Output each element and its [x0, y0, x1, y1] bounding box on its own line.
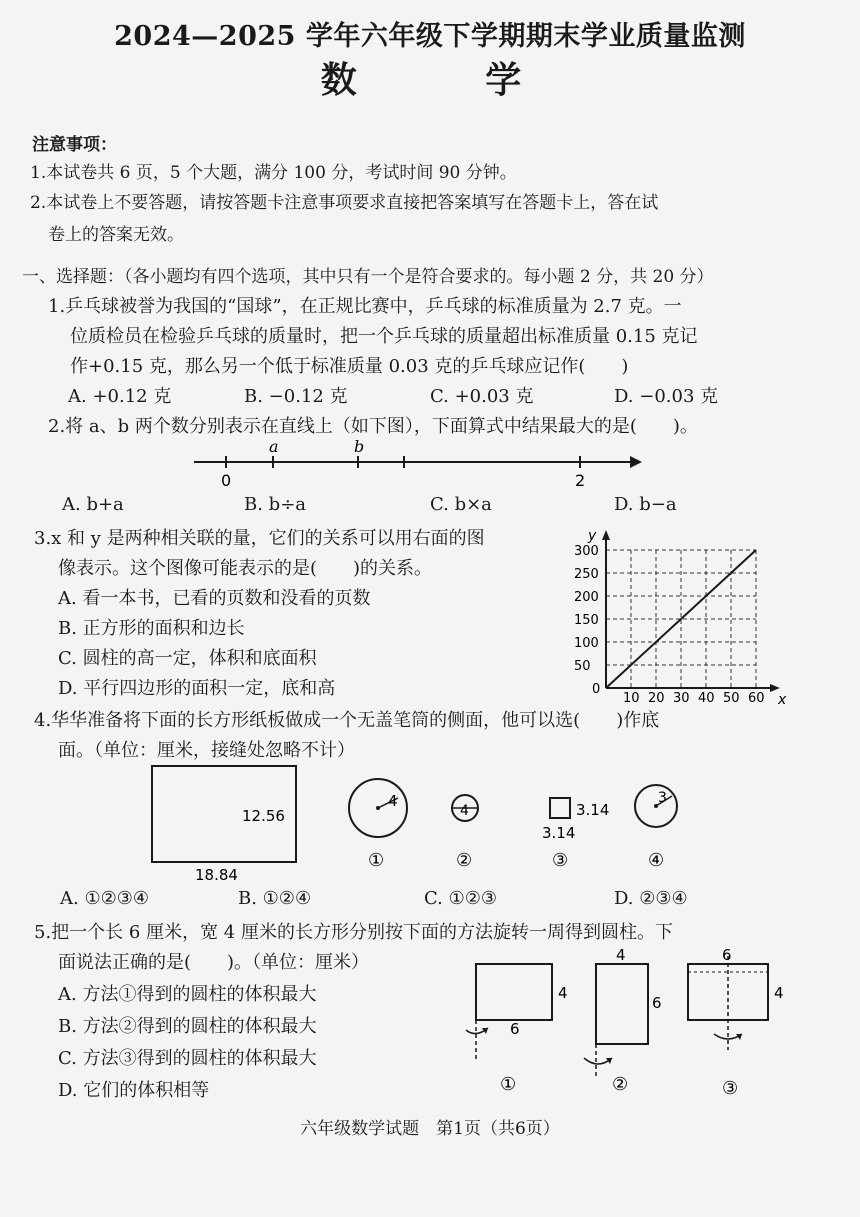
tick-2: 2: [575, 471, 586, 490]
number-line: [180, 436, 660, 492]
q5-line-2: 面说法正确的是( )。（单位：厘米）: [58, 952, 370, 973]
mark-1: ①: [368, 850, 385, 871]
fig3-side-label: 4: [774, 984, 784, 1002]
notes-item-1: 1.本试卷共 6 页，5 个大题，满分 100 分，考试时间 90 分钟。: [30, 163, 517, 183]
fig2-mark: ②: [612, 1074, 629, 1095]
q5-option-b: B. 方法②得到的圆柱的体积最大: [58, 1016, 317, 1037]
q3-line-2: 像表示。这个图像可能表示的是( )的关系。: [58, 558, 433, 579]
y-tick-label-2: 100: [574, 636, 599, 651]
fig2-rect: [596, 964, 648, 1044]
q4-figures: [140, 760, 860, 884]
q4-line-2: 面。（单位：厘米，接缝处忽略不计）: [58, 740, 355, 761]
square-bottom-label: 3.14: [542, 824, 576, 842]
q3-option-d: D. 平行四边形的面积一定，底和高: [58, 678, 336, 699]
q4-option-d: D. ②③④: [614, 888, 688, 909]
x-tick-label-2: 30: [673, 691, 690, 706]
section-1-heading: 一、选择题：（各小题均有四个选项，其中只有一个是符合要求的。每小题 2 分，共 20 分）: [22, 267, 714, 287]
fig1-side-label: 4: [558, 984, 568, 1002]
q5-option-a: A. 方法①得到的圆柱的体积最大: [58, 984, 317, 1005]
q5-option-d: D. 它们的体积相等: [58, 1080, 210, 1101]
x-tick-label-5: 60: [748, 691, 765, 706]
x-axis-label: x: [778, 692, 787, 708]
q5-option-c: C. 方法③得到的圆柱的体积最大: [58, 1048, 317, 1069]
q4-option-b: B. ①②④: [238, 888, 312, 909]
fig1-rect: [476, 964, 552, 1020]
q1-option-c: C. +0.03 克: [430, 386, 534, 407]
x-axis-arrow: [770, 684, 780, 692]
rect-height-label: 12.56: [242, 807, 285, 825]
q5-figures: [460, 948, 800, 1108]
q1-option-b: B. −0.12 克: [244, 386, 348, 407]
fig2-side-label: 6: [652, 994, 662, 1012]
square-right-label: 3.14: [576, 801, 610, 819]
q3-option-a: A. 看一本书，已看的页数和没看的页数: [58, 588, 371, 609]
q2-option-b: B. b÷a: [244, 494, 307, 515]
q1-option-a: A. +0.12 克: [68, 386, 172, 407]
q1-line-3: 作+0.15 克，那么另一个低于标准质量 0.03 克的乒乓球应记作( ): [70, 356, 629, 377]
y-tick-label-4: 200: [574, 590, 599, 605]
label-a: a: [269, 437, 279, 456]
y-axis-label: y: [588, 528, 597, 544]
fig3-top-label: 6: [722, 946, 732, 964]
exam-title: 2024—2025 学年六年级下学期期末学业质量监测: [114, 21, 746, 52]
y-tick-label-0: 0: [592, 682, 601, 697]
q3-option-b: B. 正方形的面积和边长: [58, 618, 245, 639]
y-tick-label-5: 250: [574, 567, 599, 582]
fig1-mark: ①: [500, 1074, 517, 1095]
y-tick-label-1: 50: [574, 659, 591, 674]
subject-title: 数 学: [320, 59, 580, 101]
notes-heading: 注意事项：: [32, 135, 117, 155]
q5-line-1: 5.把一个长 6 厘米，宽 4 厘米的长方形分别按下面的方法旋转一周得到圆柱。下: [34, 922, 673, 943]
q4-option-a: A. ①②③④: [60, 888, 149, 909]
mark-3: ③: [552, 850, 569, 871]
square-3: [550, 798, 570, 818]
xy-line-chart: [560, 516, 787, 712]
x-tick-label-0: 10: [623, 691, 640, 706]
y-axis-arrow: [602, 530, 610, 540]
page-footer: 六年级数学试题 第1页（共6页）: [300, 1119, 560, 1139]
q2-option-d: D. b−a: [614, 494, 677, 515]
x-tick-label-1: 20: [648, 691, 665, 706]
fig2-top-label: 4: [616, 946, 626, 964]
y-tick-label-3: 150: [574, 613, 599, 628]
q2-option-a: A. b+a: [62, 494, 124, 515]
circle-4-label: 3: [658, 790, 667, 806]
tick-0: 0: [221, 471, 232, 490]
q1-line-2: 位质检员在检验乒乓球的质量时，把一个乒乓球的质量超出标准质量 0.15 克记: [70, 326, 698, 347]
rect-width-label: 18.84: [195, 866, 238, 884]
q4-option-c: C. ①②③: [424, 888, 497, 909]
x-tick-label-4: 50: [723, 691, 740, 706]
label-b: b: [354, 437, 365, 456]
q2-stem: 2.将 a、b 两个数分别表示在直线上（如下图），下面算式中结果最大的是( )。: [48, 416, 698, 437]
y-tick-label-6: 300: [574, 544, 599, 559]
notes-item-2-line-2: 卷上的答案无效。: [48, 225, 184, 245]
circle-1-label: 4: [388, 792, 398, 810]
mark-2: ②: [456, 850, 473, 871]
q1-line-1: 1.乒乓球被誉为我国的“国球”，在正规比赛中，乒乓球的标准质量为 2.7 克。一: [48, 296, 682, 317]
x-tick-label-3: 40: [698, 691, 715, 706]
mark-4: ④: [648, 850, 665, 871]
q1-option-d: D. −0.03 克: [614, 386, 719, 407]
q3-line-1: 3.x 和 y 是两种相关联的量，它们的关系可以用右面的图: [34, 528, 485, 549]
q2-option-c: C. b×a: [430, 494, 492, 515]
fig1-bottom-label: 6: [510, 1020, 520, 1038]
fig3-mark: ③: [722, 1078, 739, 1099]
circle-2-label: 4: [460, 803, 469, 819]
notes-item-2-line-1: 2.本试卷上不要答题，请按答题卡注意事项要求直接把答案填写在答题卡上，答在试: [30, 193, 659, 213]
q4-line-1: 4.华华准备将下面的长方形纸板做成一个无盖笔筒的侧面，他可以选( )作底: [34, 710, 660, 731]
q3-option-c: C. 圆柱的高一定，体积和底面积: [58, 648, 317, 669]
